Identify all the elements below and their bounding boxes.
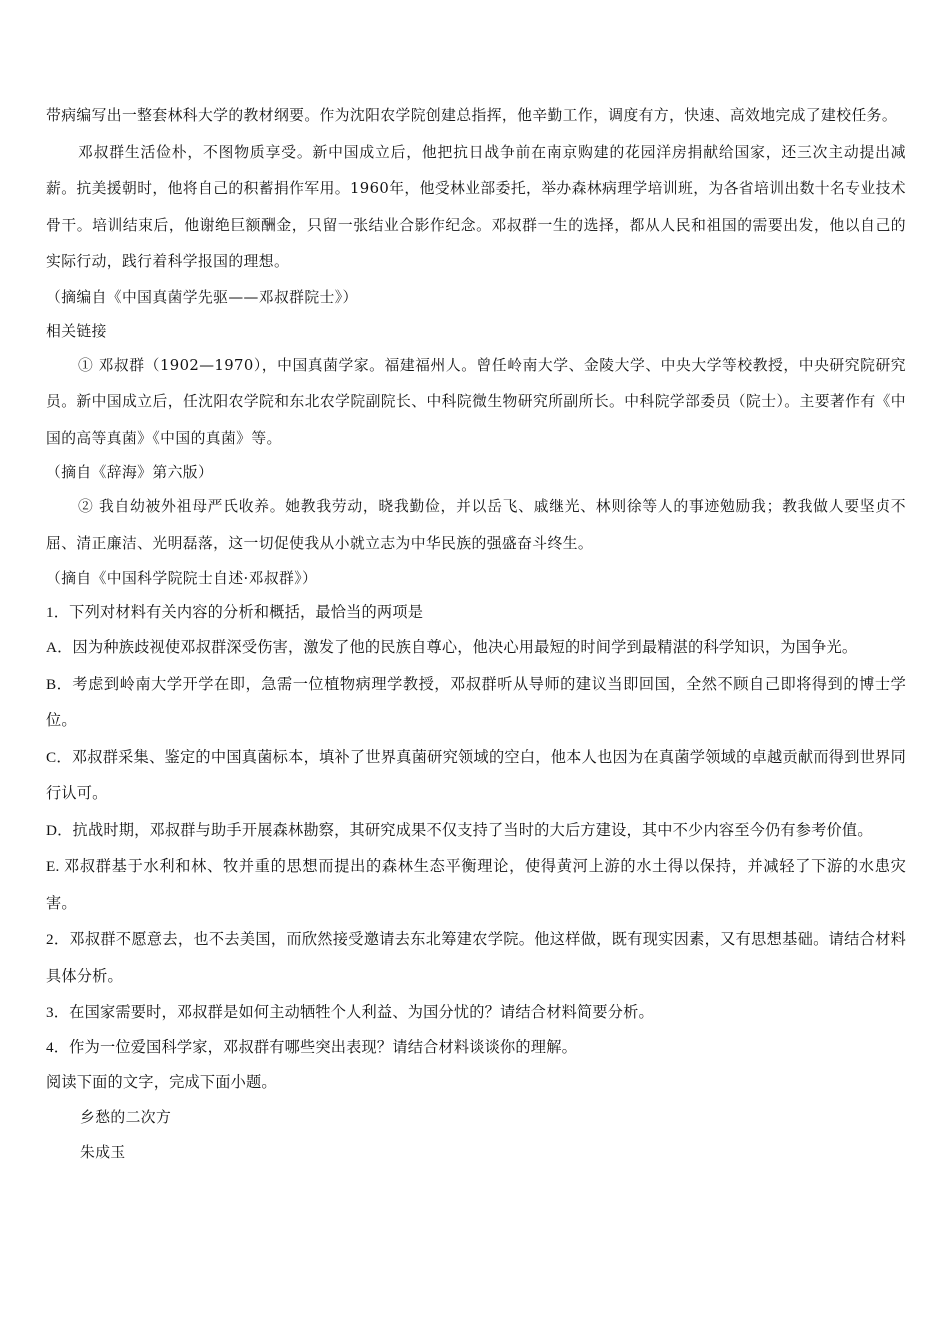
question-3: 3．在国家需要时，邓叔群是如何主动牺牲个人利益、为国分忧的？请结合材料简要分析。	[46, 1004, 654, 1021]
related-link-item-1: ① 邓叔群（1902—1970），中国真菌学家。福建福州人。曾任岭南大学、金陵大学、中央大学等校教授，中央研究院研究员。新中国成立后，任沈阳农学院和东北农学院副院长、中科院微生物研究所副所长。中科院学部委员（院士）。主要著作有《中国的高等真菌》《中国的真菌》等。	[46, 356, 906, 447]
question-4: 4．作为一位爱国科学家，邓叔群有哪些突出表现？请结合材料谈谈你的理解。	[46, 1039, 577, 1056]
related-link-source-1: （摘自《辞海》第六版）	[46, 464, 214, 481]
question-2: 2．邓叔群不愿意去，也不去美国，而欣然接受邀请去东北筹建农学院。他这样做，既有现实因素，又有思想基础。请结合材料具体分析。	[46, 931, 906, 985]
question-1: 1．下列对材料有关内容的分析和概括，最恰当的两项是	[46, 604, 424, 621]
article-author: 朱成玉	[80, 1144, 126, 1161]
passage-paragraph-continued: 带病编写出一整套林科大学的教材纲要。作为沈阳农学院创建总指挥，他辛勤工作，调度有方，快速、高效地完成了建校任务。	[46, 107, 898, 124]
related-link-item-2: ② 我自幼被外祖母严氏收养。她教我劳动，晓我勤俭，并以岳飞、戚继光、林则徐等人的事迹勉励我；教我做人要坚贞不屈、清正廉洁、光明磊落，这一切促使我从小就立志为中华民族的强盛奋斗终生。	[46, 498, 906, 552]
related-link-source-2: （摘自《中国科学院院士自述·邓叔群》）	[46, 570, 318, 587]
passage-source: （摘编自《中国真菌学先驱——邓叔群院士》）	[46, 288, 358, 306]
reading-instruction: 阅读下面的文字，完成下面小题。	[46, 1074, 277, 1091]
related-links-heading: 相关链接	[46, 322, 107, 340]
option-b: B．考虑到岭南大学开学在即，急需一位植物病理学教授，邓叔群听从导师的建议当即回国，全然不顾自己即将得到的博士学位。	[46, 675, 906, 729]
option-e: E. 邓叔群基于水利和林、牧并重的思想而提出的森林生态平衡理论，使得黄河上游的水土得以保持，并减轻了下游的水患灾害。	[46, 858, 906, 912]
option-d: D．抗战时期，邓叔群与助手开展森林勘察，其研究成果不仅支持了当时的大后方建设，其中不少内容至今仍有参考价值。	[46, 821, 873, 839]
passage-paragraph-life: 邓叔群生活俭朴，不图物质享受。新中国成立后，他把抗日战争前在南京购建的花园洋房捐献给国家，还三次主动提出减薪。抗美援朝时，他将自己的积蓄捐作军用。1960年，他受林业部委托，举办森林病理学培训班，为各省培训出数十名专业技术骨干。培训结束后，他谢绝巨额酬金，只留一张结业合影作纪念。邓叔群一生的选择，都从人民和祖国的需要出发，他以自己的实际行动，践行着科学报国的理想。	[46, 143, 906, 270]
option-a: A．因为种族歧视使邓叔群深受伤害，激发了他的民族自尊心，他决心用最短的时间学到最精湛的科学知识，为国争光。	[46, 639, 858, 656]
article-title: 乡愁的二次方	[80, 1109, 172, 1126]
option-c: C．邓叔群采集、鉴定的中国真菌标本，填补了世界真菌研究领域的空白，他本人也因为在真菌学领域的卓越贡献而得到世界同行认可。	[46, 748, 906, 802]
